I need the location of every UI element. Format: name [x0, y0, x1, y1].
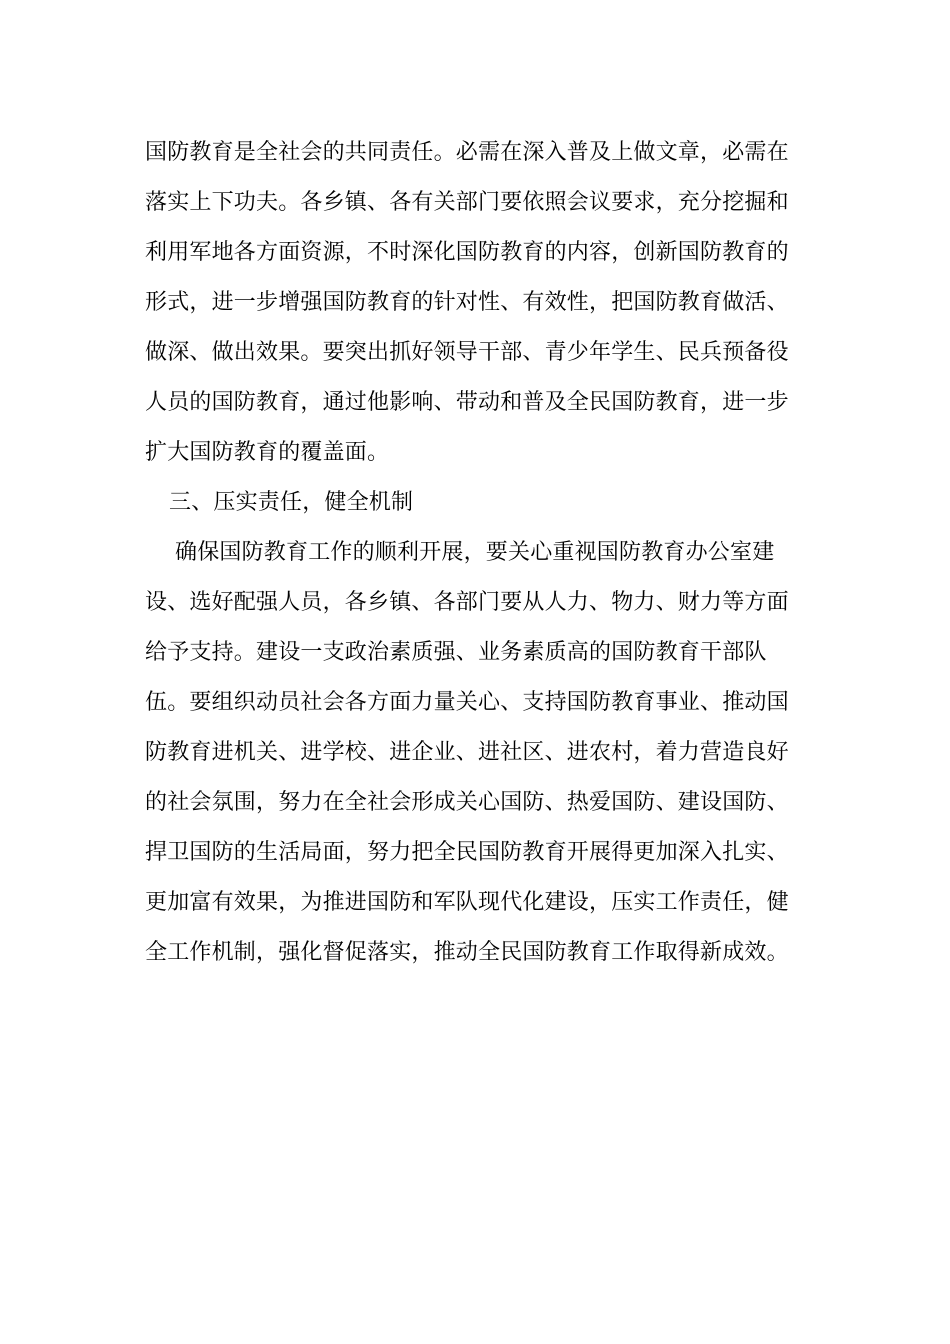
paragraph-line: 的社会氛围，努力在全社会形成关心国防、热爱国防、建设国防、 [145, 790, 789, 815]
paragraph-line: 给予支持。建设一支政治素质强、业务素质高的国防教育干部队 [145, 640, 767, 665]
paragraph-line: 做深、做出效果。要突出抓好领导干部、青少年学生、民兵预备役 [145, 340, 789, 365]
paragraph-line: 伍。要组织动员社会各方面力量关心、支持国防教育事业、推动国 [145, 690, 789, 715]
paragraph-line: 利用军地各方面资源，不时深化国防教育的内容，创新国防教育的 [145, 240, 789, 265]
paragraph-line: 落实上下功夫。各乡镇、各有关部门要依照会议要求，充分挖掘和 [145, 190, 789, 215]
paragraph-line: 捍卫国防的生活局面，努力把全民国防教育开展得更加深入扎实、 [145, 840, 789, 865]
section-heading: 三、压实责任，健全机制 [169, 490, 414, 515]
paragraph-line: 国防教育是全社会的共同责任。必需在深入普及上做文章，必需在 [145, 140, 789, 165]
paragraph-line: 扩大国防教育的覆盖面。 [145, 440, 390, 465]
paragraph-line: 人员的国防教育，通过他影响、带动和普及全民国防教育，进一步 [145, 390, 789, 415]
paragraph-line: 防教育进机关、进学校、进企业、进社区、进农村，着力营造良好 [145, 740, 789, 765]
paragraph-line: 形式，进一步增强国防教育的针对性、有效性，把国防教育做活、 [145, 290, 789, 315]
paragraph-1 [145, 128, 810, 478]
paragraph-line: 确保国防教育工作的顺利开展，要关心重视国防教育办公室建 [175, 540, 775, 565]
paragraph-line: 全工作机制，强化督促落实，推动全民国防教育工作取得新成效。 [145, 940, 789, 965]
paragraph-line: 更加富有效果，为推进国防和军队现代化建设，压实工作责任，健 [145, 890, 789, 915]
paragraph-line: 设、选好配强人员，各乡镇、各部门要从人力、物力、财力等方面 [145, 590, 789, 615]
paragraph-2 [145, 528, 810, 978]
document-body [145, 128, 810, 978]
